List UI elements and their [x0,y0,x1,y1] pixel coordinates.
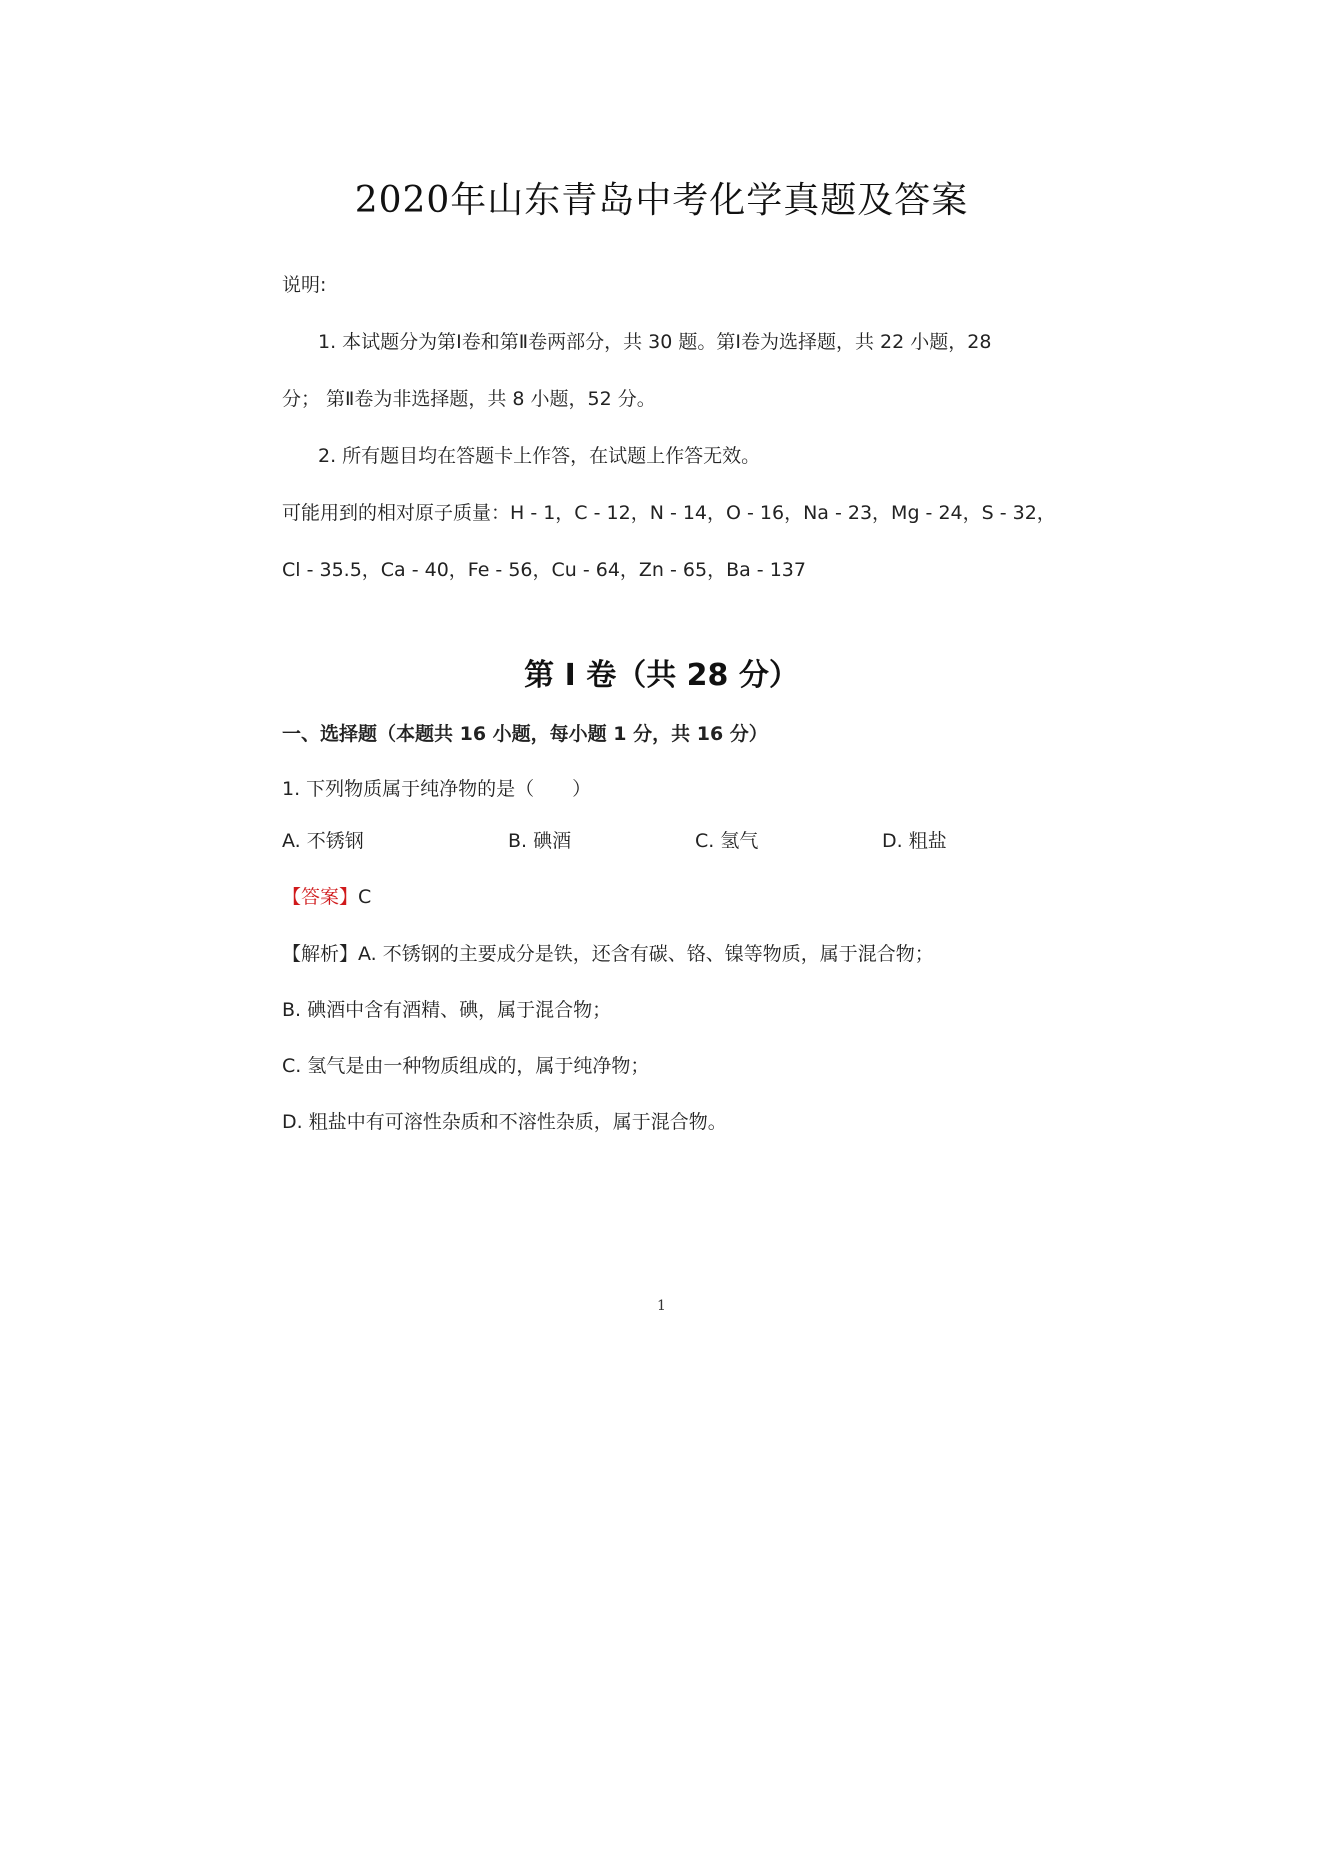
atomic-masses-line-2: Cl - 35.5，Ca - 40，Fe - 56，Cu - 64，Zn - 65，Ba - 137 [282,559,806,581]
option-d: D. 粗盐 [882,830,947,852]
analysis-d: D. 粗盐中有可溶性杂质和不溶性杂质，属于混合物。 [282,1111,727,1133]
instruction-item-2: 2. 所有题目均在答题卡上作答，在试题上作答无效。 [318,445,761,467]
analysis-c: C. 氢气是由一种物质组成的，属于纯净物； [282,1055,650,1077]
analysis-a: A. 不锈钢的主要成分是铁，还含有碳、铬、镍等物质，属于混合物； [358,943,934,965]
answer-line [282,882,371,909]
document-title: 2020年山东青岛中考化学真题及答案 [354,180,969,221]
instruction-item-1-line-1: 1. 本试题分为第Ⅰ卷和第Ⅱ卷两部分，共 30 题。第Ⅰ卷为选择题，共 22 小题，28 [318,331,992,353]
option-c: C. 氢气 [695,830,759,852]
instruction-item-1-line-2: 分； 第Ⅱ卷为非选择题，共 8 小题，52 分。 [282,388,656,410]
analysis-b: B. 碘酒中含有酒精、碘，属于混合物； [282,999,612,1021]
part-heading: 一、选择题（本题共 16 小题，每小题 1 分，共 16 分） [282,723,768,745]
option-a: A. 不锈钢 [282,830,364,852]
analysis-label: 【解析】 [282,943,359,965]
question-1-options [282,826,1042,856]
answer-value: C [358,886,372,908]
option-b: B. 碘酒 [508,830,572,852]
atomic-masses-line-1: 可能用到的相对原子质量：H - 1，C - 12，N - 14，O - 16，Na - 23，Mg - 24，S - 32， [282,502,1056,524]
answer-label: 【答案】 [282,886,359,908]
page-number: 1 [657,1298,666,1314]
question-1-stem: 1. 下列物质属于纯净物的是（ ） [282,778,592,800]
instructions-label: 说明: [282,274,327,296]
analysis-line-a [282,939,934,966]
section-heading: 第 I 卷（共 28 分） [524,658,799,693]
